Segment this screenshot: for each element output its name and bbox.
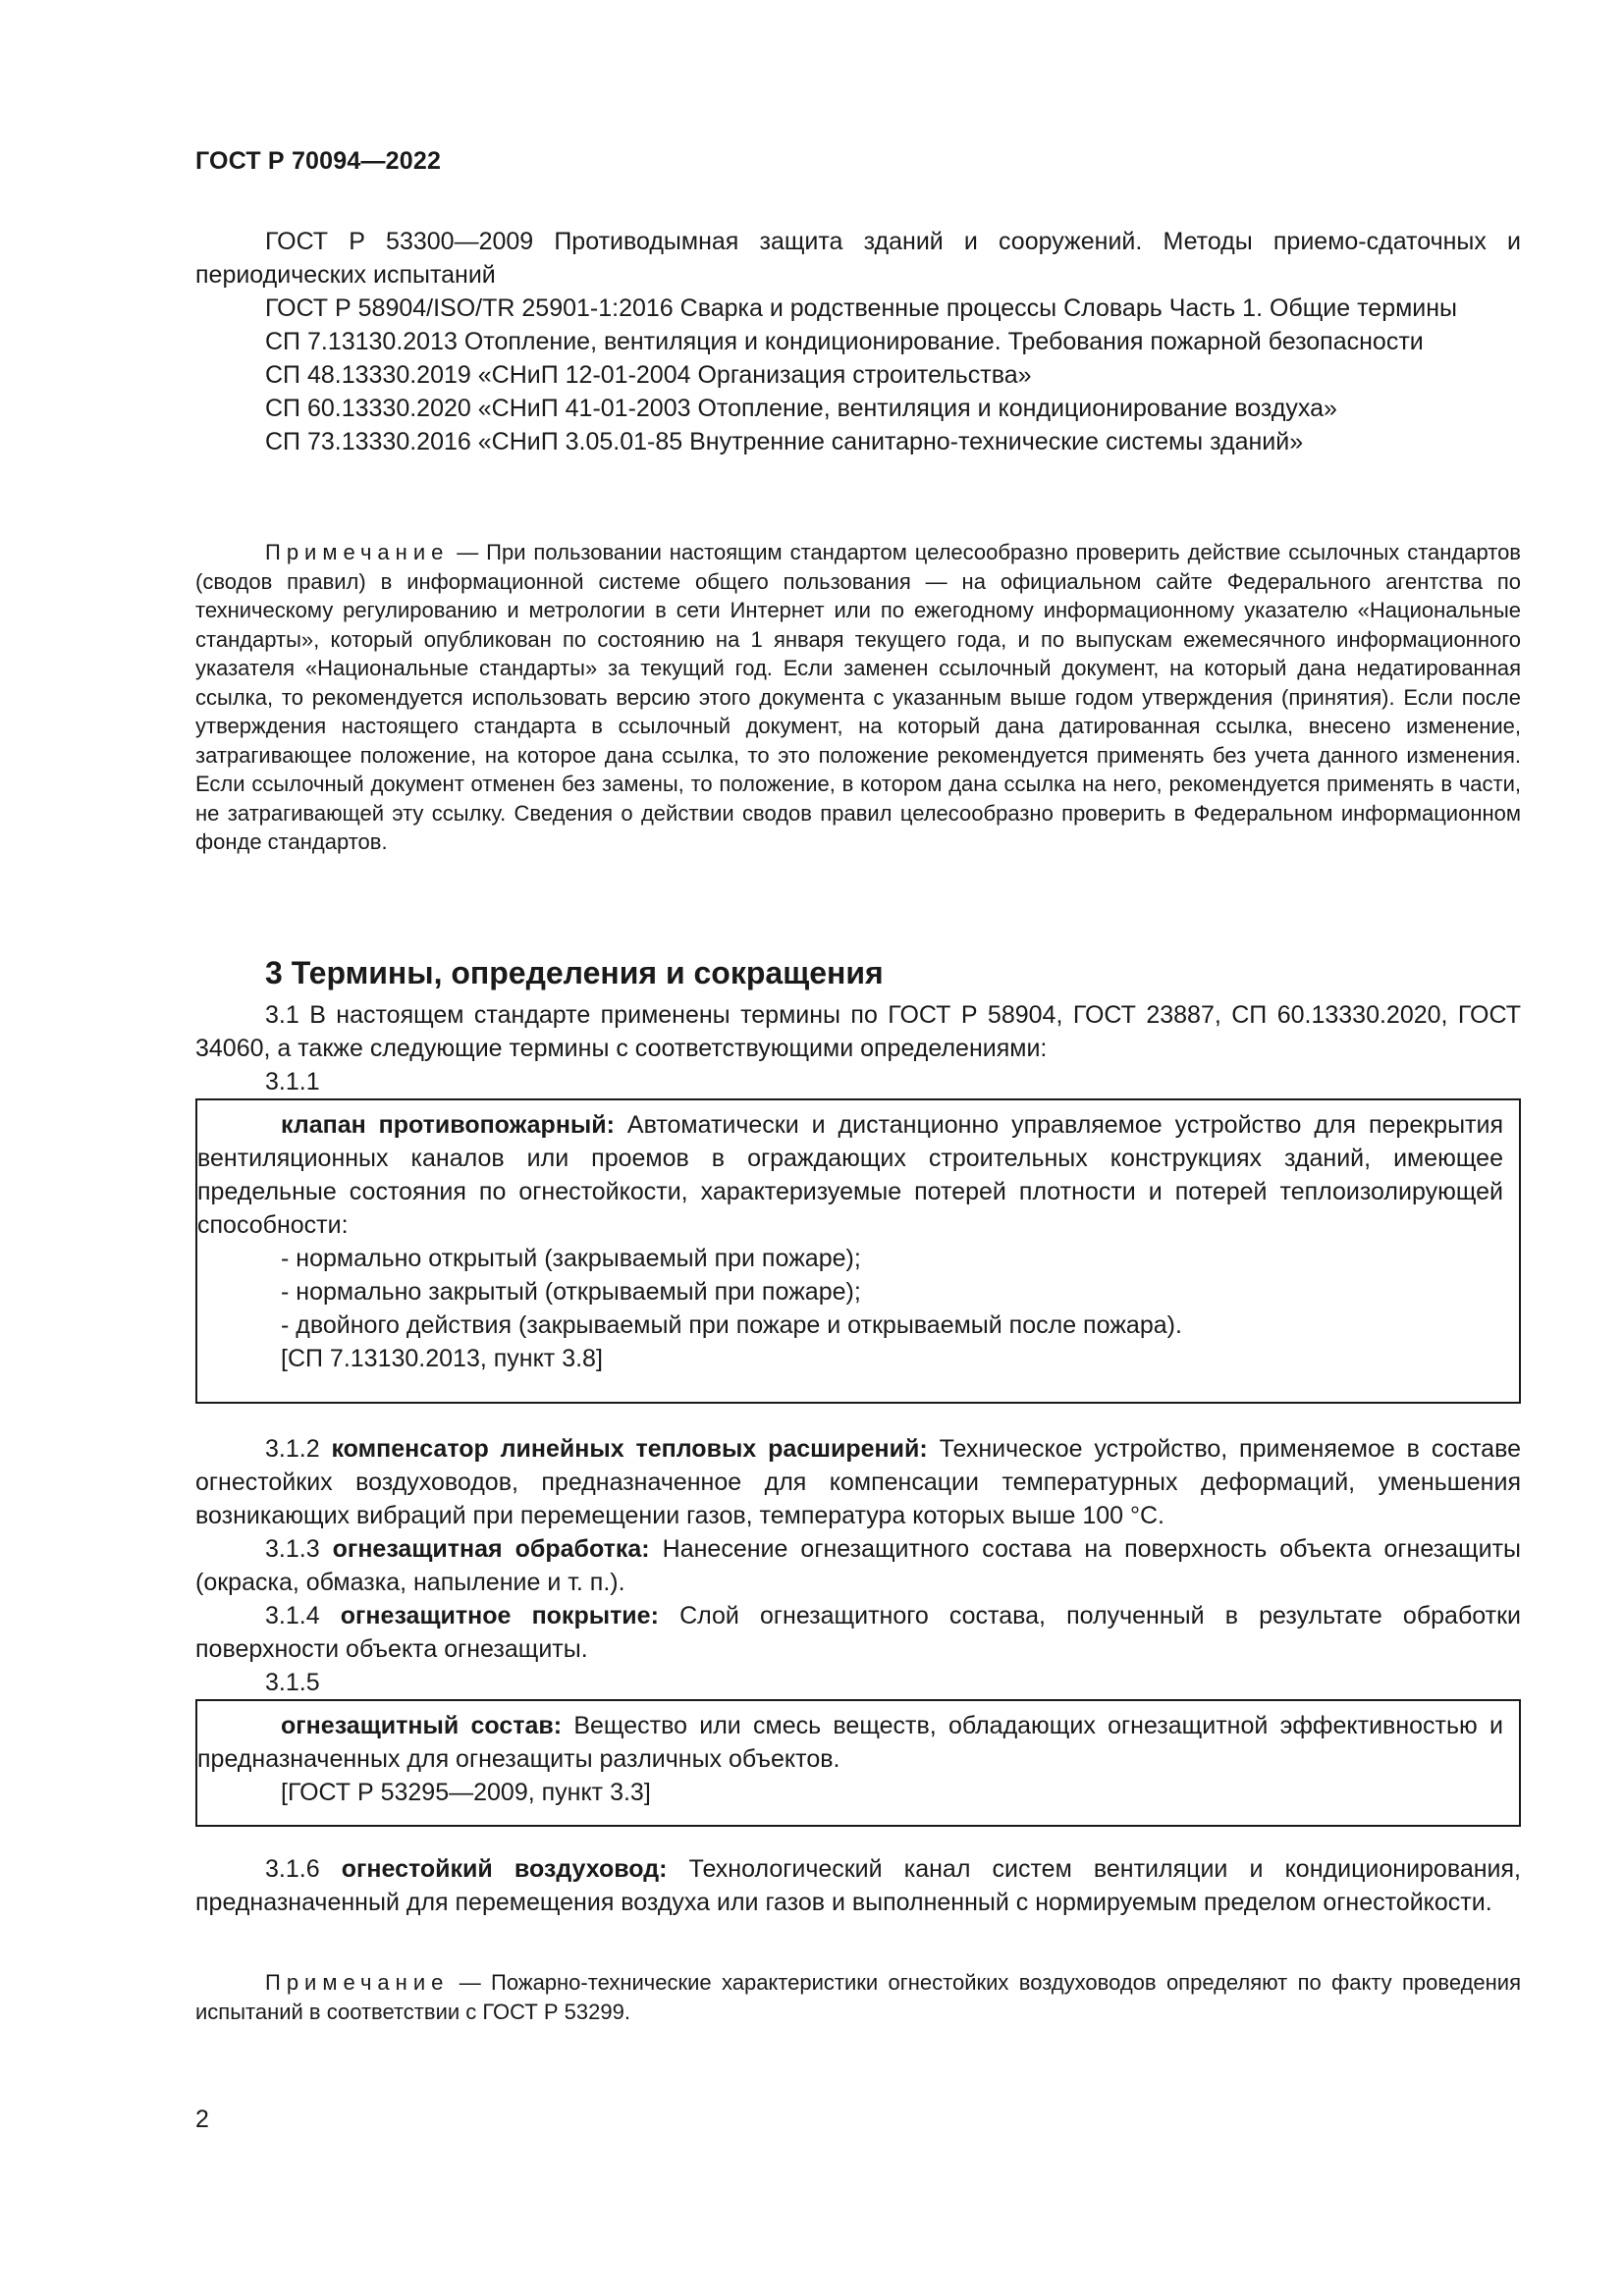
terms-block-2 xyxy=(195,1432,1521,1699)
term-box-3-1-1 xyxy=(195,1098,1521,1404)
note-text: — При пользовании настоящим стандартом целесообразно проверить действие ссылочных стандартов (сводов правил) в информационной системе общего пользования — на официальном сайте Федерального агентства по техническому регулированию и метрологии в сети Интернет или по ежегодному информационному указателю «Национальные стандарты», который опубликован по состоянию на 1 января текущего года, и по выпускам ежемесячного информационного указателя «Национальные стандарты» за текущий год. Если заменен ссылочный документ, на который дана недатированная ссылка, то рекомендуется использовать версию этого документа с указанным выше годом утверждения (принятия). Если после утверждения настоящего стандарта в ссылочный документ, на который дана датированная ссылка, внесено изменение, затрагивающее положение, на которое дана ссылка, то это положение рекомендуется применять без учета данного изменения. Если ссылочный документ отменен без замены, то положение, в котором дана ссылка на него, рекомендуется применять в части, не затрагивающей эту ссылку. Сведения о действии сводов правил целесообразно проверить в Федеральном информационном фонде стандартов. xyxy=(195,540,1521,854)
term-name: огнестойкий воздуховод: xyxy=(341,1855,668,1883)
note-label: Примечание xyxy=(265,1970,450,1995)
reference-item: СП 7.13130.2013 Отопление, вентиляция и кондиционирование. Требования пожарной безопасности xyxy=(265,328,1424,355)
list-item: - нормально закрытый (открываемый при пожаре); xyxy=(281,1278,861,1306)
term-box-3-1-5 xyxy=(195,1699,1521,1827)
term-3-1-2: 3.1.2 компенсатор линейных тепловых расширений: Техническое устройство, применяемое в составе огнестойких воздуховодов, предназначенное для компенсации температурных деформаций, уменьшения возникающих вибраций при перемещении газов, температура которых выше 100 °С. xyxy=(195,1435,1521,1529)
section-title: 3 Термины, определения и сокращения xyxy=(265,955,884,990)
term-name: клапан противопожарный: xyxy=(281,1111,615,1139)
term-number: 3.1.5 xyxy=(265,1669,320,1696)
term-name: огнезащитный состав: xyxy=(281,1712,563,1739)
references-note xyxy=(195,538,1521,857)
normative-references-list xyxy=(195,225,1521,458)
terms-intro-block xyxy=(195,998,1521,1098)
term-3-1-6: 3.1.6 огнестойкий воздуховод: Технологический канал систем вентиляции и кондиционирования, предназначенный для перемещения воздуха или газов и выполненный с нормируемым пределом огнестойкости. xyxy=(195,1855,1521,1916)
term-definition xyxy=(197,1709,1503,1776)
term-3-1-4: 3.1.4 огнезащитное покрытие: Слой огнезащитного состава, полученный в результате обработки поверхности объекта огнезащиты. xyxy=(195,1602,1521,1663)
reference-item: СП 60.13330.2020 «СНиП 41-01-2003 Отопление, вентиляция и кондиционирование воздуха» xyxy=(265,395,1337,422)
document-header: ГОСТ Р 70094—2022 xyxy=(195,147,442,175)
term-note xyxy=(195,1968,1521,2026)
note-label: Примечание xyxy=(265,540,450,564)
term-name: огнезащитное покрытие: xyxy=(340,1602,659,1629)
term-text: Автоматически и дистанционно управляемое устройство для перекрытия вентиляционных каналов или проемов в ограждающих строительных конструкциях зданий, имеющее предельные состояния по огнестойкости, характеризуемые потерей плотности и потерей теплоизолирующей способности: xyxy=(197,1111,1504,1239)
reference-item: ГОСТ Р 53300—2009 Противодымная защита зданий и сооружений. Методы приемо-сдаточных и периодических испытаний xyxy=(195,228,1521,289)
term-text: Слой огнезащитного состава, полученный в результате обработки поверхности объекта огнезащиты. xyxy=(195,1602,1521,1663)
page-number: 2 xyxy=(195,2106,209,2133)
list-item: - двойного действия (закрываемый при пожаре и открываемый после пожара). xyxy=(281,1311,1182,1339)
term-text: Нанесение огнезащитного состава на поверхность объекта огнезащиты (окраска, обмазка, напыление и т. п.). xyxy=(195,1535,1521,1596)
terms-intro: 3.1 В настоящем стандарте применены термины по ГОСТ Р 58904, ГОСТ 23887, СП 60.13330.2020, ГОСТ 34060, а также следующие термины с соответствующими определениями: xyxy=(195,1001,1521,1062)
term-name: компенсатор линейных тепловых расширений: xyxy=(331,1435,928,1463)
list-item: - нормально открытый (закрываемый при пожаре); xyxy=(281,1245,861,1272)
term-name: огнезащитная обработка: xyxy=(332,1535,650,1563)
term-3-1-3: 3.1.3 огнезащитная обработка: Нанесение огнезащитного состава на поверхность объекта огнезащиты (окраска, обмазка, напыление и т. п.). xyxy=(195,1535,1521,1596)
term-source: [СП 7.13130.2013, пункт 3.8] xyxy=(281,1345,603,1372)
term-text: Технологический канал систем вентиляции и кондиционирования, предназначенный для перемещения воздуха или газов и выполненный с нормируемым пределом огнестойкости. xyxy=(195,1855,1521,1916)
reference-item: ГОСТ Р 58904/ISO/TR 25901-1:2016 Сварка и родственные процессы Словарь Часть 1. Общие термины xyxy=(265,294,1458,322)
note-text: — Пожарно-технические характеристики огнестойких воздуховодов определяют по факту проведения испытаний в соответствии с ГОСТ Р 53299. xyxy=(195,1970,1521,2024)
term-text: Техническое устройство, применяемое в составе огнестойких воздуховодов, предназначенное для компенсации температурных деформаций, уменьшения возникающих вибраций при перемещении газов, температура которых выше 100 °С. xyxy=(195,1435,1521,1529)
terms-block-3 xyxy=(195,1852,1521,1919)
term-source: [ГОСТ Р 53295—2009, пункт 3.3] xyxy=(281,1779,651,1806)
term-number: 3.1.1 xyxy=(265,1068,320,1095)
reference-item: СП 73.13330.2016 «СНиП 3.05.01-85 Внутренние санитарно-технические системы зданий» xyxy=(265,428,1304,455)
term-text: Вещество или смесь веществ, обладающих огнезащитной эффективностью и предназначенных для огнезащиты различных объектов. xyxy=(197,1712,1503,1773)
reference-item: СП 48.13330.2019 «СНиП 12-01-2004 Организация строительства» xyxy=(265,361,1032,389)
term-definition xyxy=(197,1108,1503,1242)
